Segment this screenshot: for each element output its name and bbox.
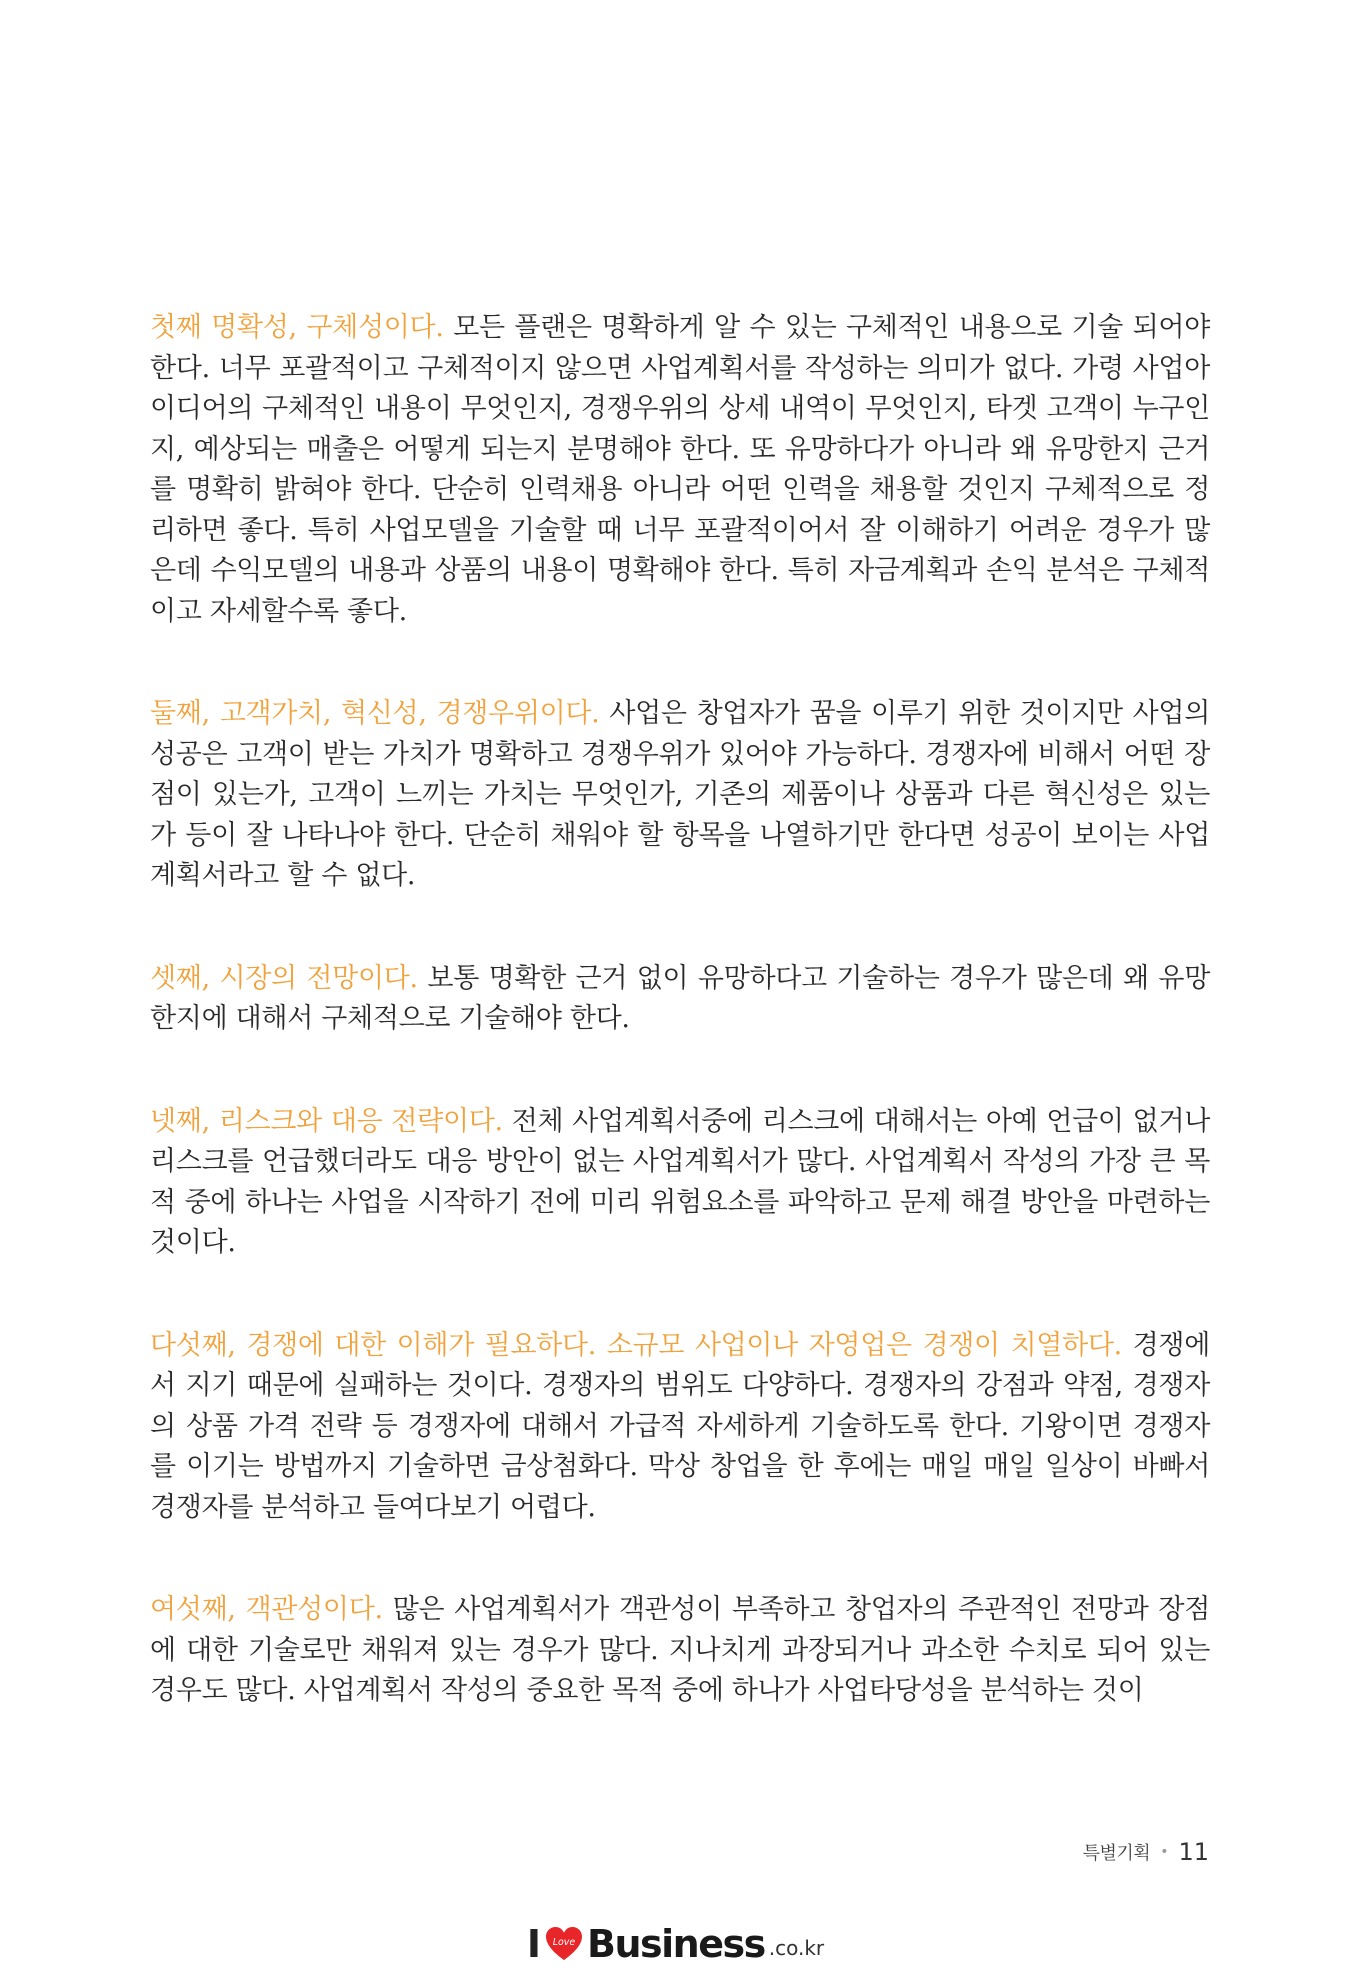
paragraph-6-heading: 여섯째, 객관성이다. — [150, 1594, 383, 1625]
logo-prefix: I — [526, 1922, 541, 1966]
paragraph-2-heading: 둘째, 고객가치, 혁신성, 경쟁우위이다. — [150, 698, 600, 729]
section-label: 특별기획 — [1082, 1843, 1151, 1864]
paragraph-4 — [150, 1102, 1210, 1264]
paragraph-2 — [150, 694, 1210, 897]
article-body — [150, 308, 1210, 1774]
logo-heart-text: Love — [552, 1936, 576, 1948]
separator-dot: • — [1160, 1844, 1169, 1860]
brand-logo — [0, 1922, 1351, 1966]
paragraph-6 — [150, 1590, 1210, 1712]
paragraph-4-text: 전체 사업계획서중에 리스크에 대해서는 아예 언급이 없거나 리스크를 언급했더라도 대응 방안이 없는 사업계획서가 많다. 사업계획서 작성의 가장 큰 목적 중에 하나는 사업을 시작하기 전에 미리 위험요소를 파악하고 문제 해결 방안을 마련하는 것이다. — [150, 1105, 1211, 1258]
paragraph-3-text: 보통 명확한 근거 없이 유망하다고 기술하는 경우가 많은데 왜 유망한지에 대해서 구체적으로 기술해야 한다. — [150, 962, 1210, 1034]
heart-icon — [545, 1926, 583, 1962]
paragraph-3 — [150, 959, 1210, 1040]
page-number: 11 — [1178, 1838, 1209, 1866]
paragraph-2-text: 사업은 창업자가 꿈을 이루기 위한 것이지만 사업의 성공은 고객이 받는 가치가 명확하고 경쟁우위가 있어야 가능하다. 경쟁자에 비해서 어떤 장점이 있는가, 고객이 느끼는 가치는 무엇인가, 기존의 제품이나 상품과 다른 혁신성은 있는가 등이 잘 나타나야 한다. 단순히 채워야 할 항목을 나열하기만 한다면 성공이 보이는 사업계획서라고 할 수 없다. — [150, 698, 1210, 891]
paragraph-3-heading: 셋째, 시장의 전망이다. — [150, 962, 418, 994]
paragraph-4-heading: 넷째, 리스크와 대응 전략이다. — [150, 1105, 503, 1137]
paragraph-5 — [150, 1326, 1210, 1529]
logo-wordmark: Business — [587, 1922, 765, 1966]
paragraph-1-text: 모든 플랜은 명확하게 알 수 있는 구체적인 내용으로 기술 되어야 한다. 너무 포괄적이고 구체적이지 않으면 사업계획서를 작성하는 의미가 없다. 가령 사업아이디어의 구체적인 내용이 무엇인지, 경쟁우위의 상세 내역이 무엇인지, 타겟 고객이 누구인지, 예상되는 매출은 어떻게 되는지 분명해야 한다. 또 유망하다가 아니라 왜 유망한지 근거를 명확히 밝혀야 한다. 단순히 인력채용 아니라 어떤 인력을 채용할 것인지 구체적으로 정리하면 좋다. 특히 사업모델을 기술할 때 너무 포괄적이어서 잘 이해하기 어려운 경우가 많은데 수익모델의 내용과 상품의 내용이 명확해야 한다. 특히 자금계획과 손익 분석은 구체적이고 자세할수록 좋다. — [150, 312, 1210, 627]
paragraph-5-heading: 다섯째, 경쟁에 대한 이해가 필요하다. 소규모 사업이나 자영업은 경쟁이 치열하다. — [150, 1329, 1122, 1361]
paragraph-6-text: 많은 사업계획서가 객관성이 부족하고 창업자의 주관적인 전망과 장점에 대한 기술로만 채워져 있는 경우가 많다. 지나치게 과장되거나 과소한 수치로 되어 있는 경우도 많다. 사업계획서 작성의 중요한 목적 중에 하나가 사업타당성을 분석하는 것이 — [150, 1594, 1210, 1706]
paragraph-1 — [150, 308, 1210, 632]
logo-domain: .co.kr — [768, 1936, 825, 1960]
paragraph-5-text: 경쟁에서 지기 때문에 실패하는 것이다. 경쟁자의 범위도 다양하다. 경쟁자의 강점과 약점, 경쟁자의 상품 가격 전략 등 경쟁자에 대해서 가급적 자세하게 기술하도록 한다. 기왕이면 경쟁자를 이기는 방법까지 기술하면 금상첨화다. 막상 창업을 한 후에는 매일 매일 일상이 바빠서 경쟁자를 분석하고 들여다보기 어렵다. — [150, 1329, 1210, 1523]
paragraph-1-heading: 첫째 명확성, 구체성이다. — [150, 312, 444, 343]
page-footer — [1083, 1838, 1209, 1866]
